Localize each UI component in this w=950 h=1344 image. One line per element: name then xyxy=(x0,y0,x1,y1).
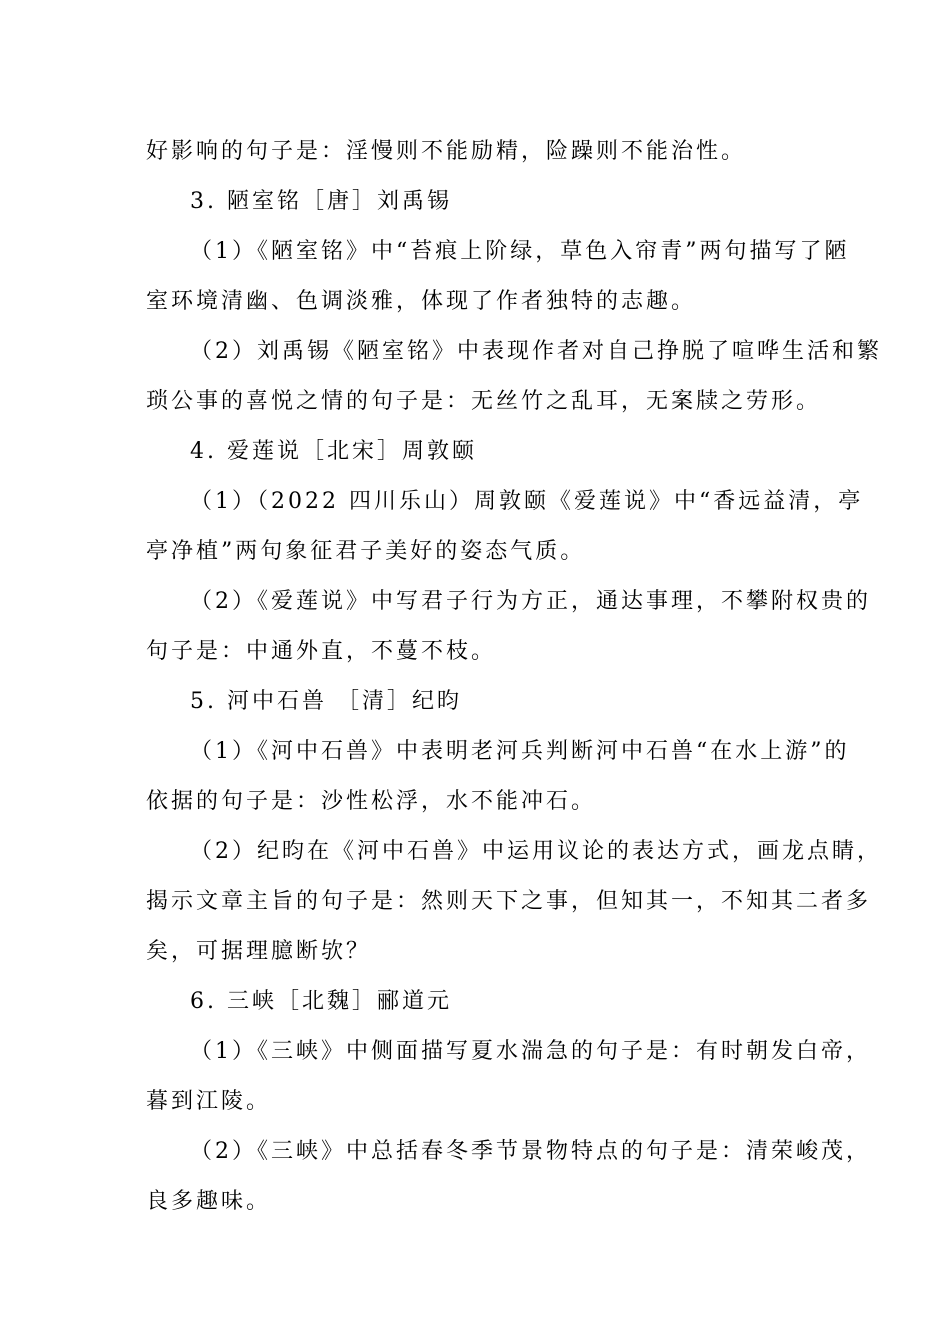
section-heading: 5. 河中石兽 ［清］纪昀 xyxy=(190,689,462,714)
text-line: （1）（2022 四川乐山）周敦颐《爱莲说》中“香远益清，亭 xyxy=(190,489,864,514)
text-line: 句子是：中通外直，不蔓不枝。 xyxy=(146,639,497,664)
text-line: 依据的句子是：沙性松浮，水不能冲石。 xyxy=(146,789,597,814)
text-line: 矣，可据理臆断欤？ xyxy=(146,939,372,964)
text-line: 揭示文章主旨的句子是：然则天下之事，但知其一，不知其二者多 xyxy=(146,889,872,914)
text-line: （2）刘禹锡《陋室铭》中表现作者对自己挣脱了喧哗生活和繁 xyxy=(190,339,882,364)
text-line: 暮到江陵。 xyxy=(146,1089,272,1114)
text-line: （2）纪昀在《河中石兽》中运用议论的表达方式，画龙点睛， xyxy=(190,839,882,864)
text-line: 室环境清幽、色调淡雅，体现了作者独特的志趣。 xyxy=(146,289,697,314)
section-heading: 6. 三峡［北魏］郦道元 xyxy=(190,989,452,1014)
text-line: （1）《三峡》中侧面描写夏水湍急的句子是：有时朝发白帝， xyxy=(190,1039,871,1064)
text-line: 好影响的句子是：淫慢则不能励精，险躁则不能治性。 xyxy=(146,139,747,164)
text-line: （2）《三峡》中总括春冬季节景物特点的句子是：清荣峻茂， xyxy=(190,1139,871,1164)
text-line: （1）《陋室铭》中“苔痕上阶绿，草色入帘青”两句描写了陋 xyxy=(190,239,850,264)
section-heading: 4. 爱莲说［北宋］周敦颐 xyxy=(190,439,477,464)
text-line: 良多趣味。 xyxy=(146,1189,272,1214)
text-line: 亭净植”两句象征君子美好的姿态气质。 xyxy=(146,539,586,564)
section-heading: 3. 陋室铭［唐］刘禹锡 xyxy=(190,189,452,214)
text-line: （1）《河中石兽》中表明老河兵判断河中石兽“在水上游”的 xyxy=(190,739,850,764)
text-line: 琐公事的喜悦之情的句子是：无丝竹之乱耳，无案牍之劳形。 xyxy=(146,389,822,414)
text-line: （2）《爱莲说》中写君子行为方正，通达事理，不攀附权贵的 xyxy=(190,589,871,614)
